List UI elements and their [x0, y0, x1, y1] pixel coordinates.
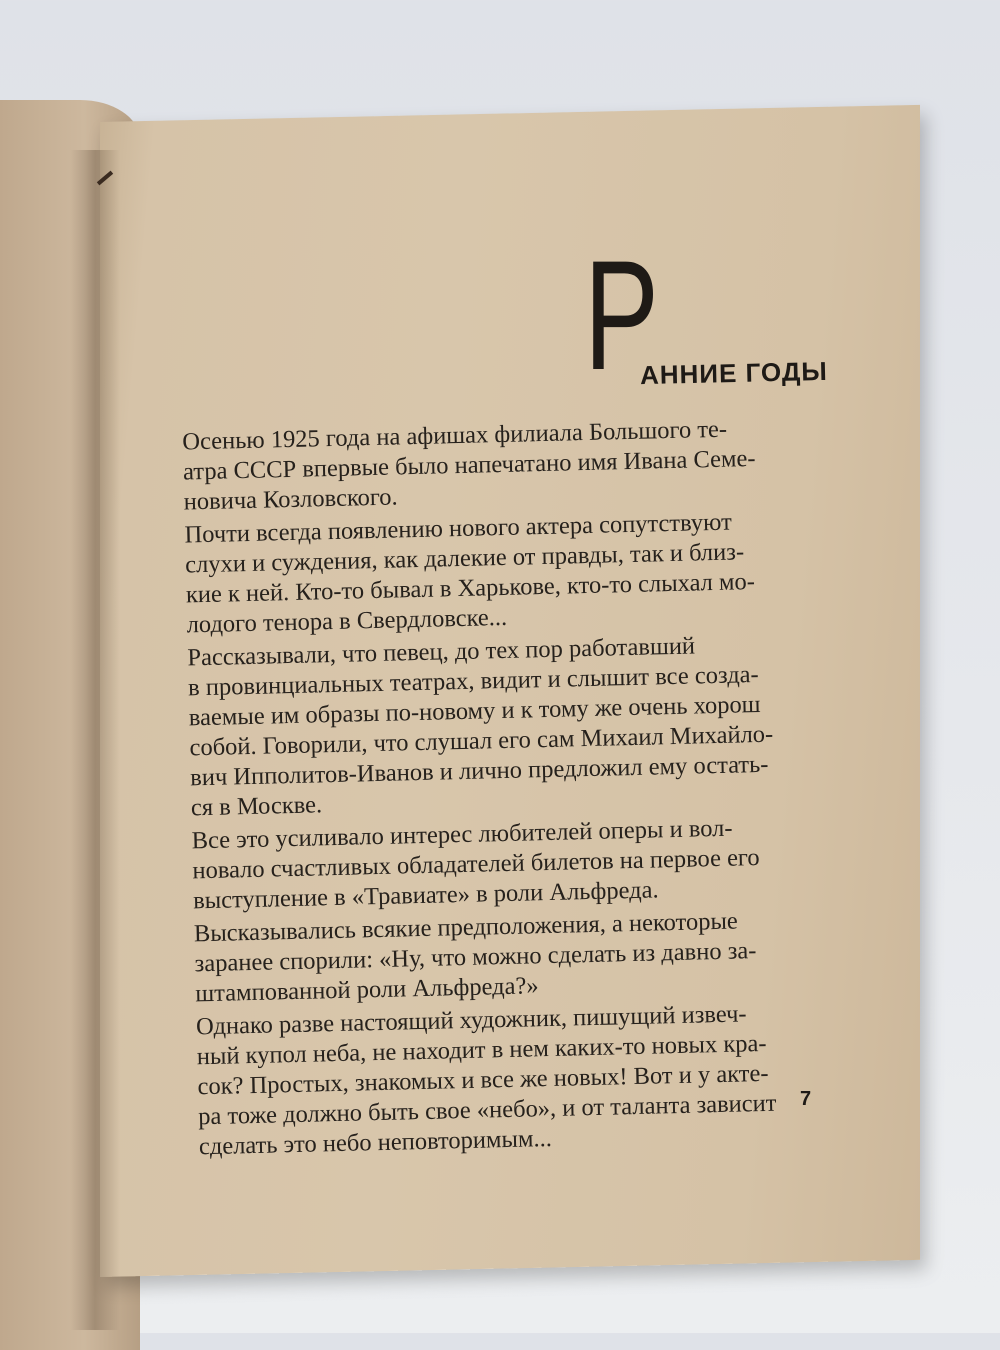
- text-line: сок? Простых, знакомых и все же новых! Вот и у акте-: [197, 1059, 769, 1101]
- text-line: Все это усиливало интерес любителей оперы и вол-: [191, 814, 733, 855]
- text-line: ваемые им образы по-новому и к тому же очень хорош: [188, 690, 761, 732]
- paragraph: [162, 505, 825, 641]
- text-line: Осенью 1925 года на афишах филиала Большого те-: [182, 415, 728, 456]
- text-line: новича Козловского.: [183, 483, 398, 516]
- text-line: заранее спорили: «Ну, что можно сделать из давно за-: [194, 937, 757, 978]
- text-line: Высказывались всякие предположения, а некоторые: [193, 907, 739, 948]
- text-line: штампованной роли Альфреда?»: [195, 972, 539, 1008]
- text-line: сделать это небо неповторимым...: [198, 1124, 553, 1161]
- text-line: лодого тенора в Свердловске...: [186, 603, 508, 639]
- text-line: кие к ней. Кто-то бывал в Харькове, кто-то слыхал мо-: [185, 568, 756, 609]
- chapter-body-text: [160, 412, 837, 1165]
- text-line: ный купол неба, не находит в нем каких-то новых кра-: [196, 1029, 767, 1071]
- text-line: Однако разве настоящий художник, пишущий извеч-: [195, 1000, 747, 1041]
- text-line: собой. Говорили, что слушал его сам Михаил Михайло-: [189, 720, 774, 762]
- chapter-initial-letter: Р: [584, 229, 659, 403]
- text-line: ра тоже должно быть свое «небо», и от таланта зависит: [197, 1089, 777, 1131]
- text-line: новало счастливых обладателей билетов на первое его: [192, 843, 760, 885]
- page-number: 7: [800, 1088, 812, 1110]
- text-line: Рассказывали, что певец, до тех пор работавший: [187, 632, 696, 672]
- text-line: слухи и суждения, как далекие от правды, так и близ-: [184, 538, 745, 579]
- text-line: ся в Москве.: [190, 791, 323, 822]
- text-line: Почти всегда появлению нового актера сопутствуют: [184, 508, 733, 549]
- paragraph: [174, 997, 837, 1163]
- text-line: вич Ипполитов-Иванов и лично предложил ему остать-: [189, 750, 769, 792]
- paragraph: [172, 904, 834, 1010]
- paragraph: [165, 628, 829, 823]
- paragraph: [160, 412, 822, 518]
- paragraph: [169, 811, 831, 917]
- text-line: в провинциальных театрах, видит и слышит все созда-: [187, 660, 759, 702]
- chapter-title: АННИЕ ГОДЫ: [639, 355, 829, 391]
- book-gutter: [70, 150, 120, 1330]
- text-line: атра СССР впервые было напечатано имя Ивана Семе-: [182, 444, 756, 486]
- text-line: выступление в «Травиате» в роли Альфреда.: [192, 876, 659, 915]
